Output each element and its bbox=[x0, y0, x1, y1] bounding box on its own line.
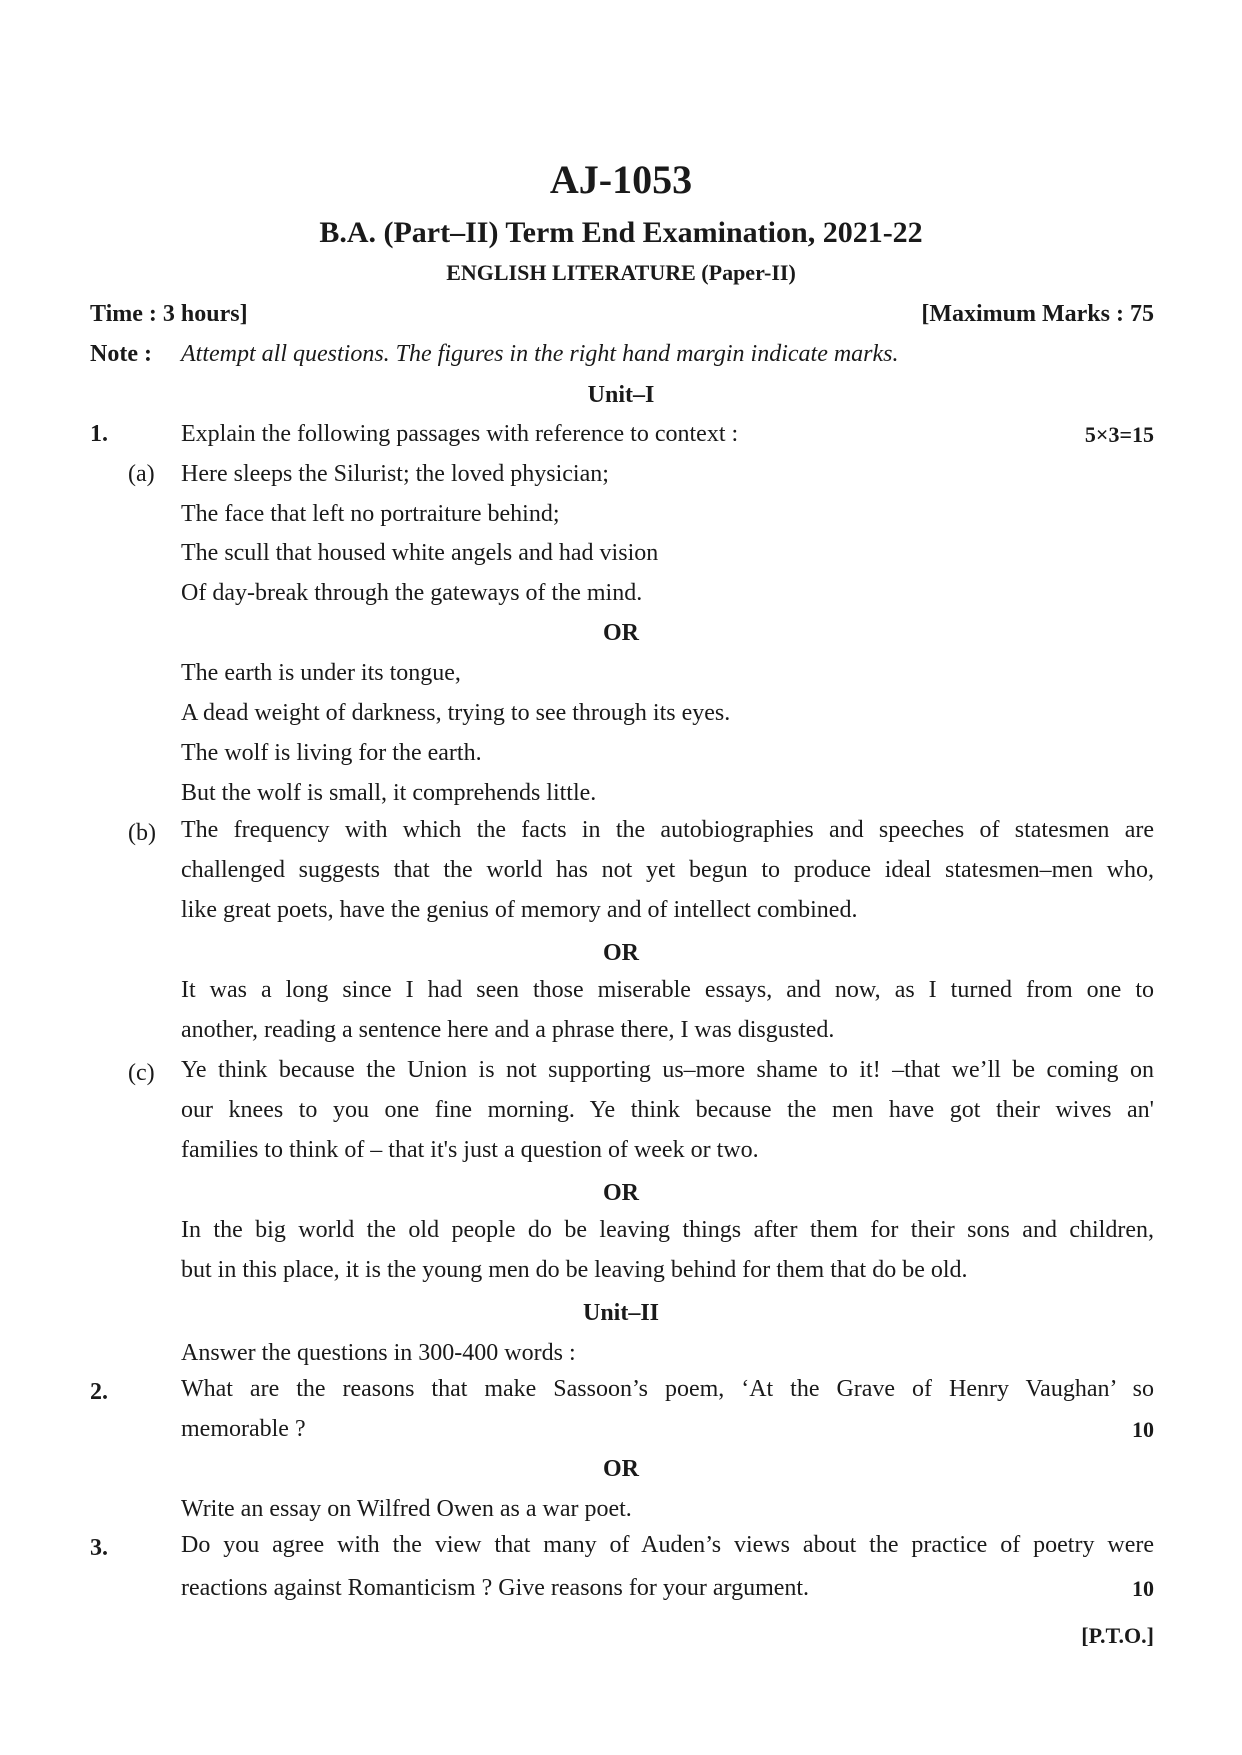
passage-line: A dead weight of darkness, trying to see through its eyes. bbox=[181, 700, 731, 726]
paper-title: ENGLISH LITERATURE (Paper-II) bbox=[446, 260, 796, 285]
question-2-line: What are the reasons that make Sassoon’s poem, ‘At the Grave of Henry Vaughan’ so bbox=[181, 1376, 1154, 1402]
passage-line: like great poets, have the genius of memory and of intellect combined. bbox=[181, 897, 858, 923]
passage-line: The earth is under its tongue, bbox=[181, 660, 461, 686]
question-2-line: memorable ? bbox=[181, 1416, 306, 1442]
passage-line: Ye think because the Union is not supporting us–more shame to it! –that we’ll be coming on bbox=[181, 1057, 1154, 1083]
passage-line: another, reading a sentence here and a phrase there, I was disgusted. bbox=[181, 1017, 835, 1043]
part-b-label: (b) bbox=[128, 820, 156, 846]
question-1-text: Explain the following passages with reference to context : bbox=[181, 421, 739, 447]
question-1-marks: 5×3=15 bbox=[1084, 422, 1154, 447]
or-divider: OR bbox=[603, 940, 639, 966]
passage-line: families to think of – that it's just a question of week or two. bbox=[181, 1137, 759, 1163]
passage-line: challenged suggests that the world has not yet begun to produce ideal statesmen–men who, bbox=[181, 857, 1154, 883]
passage-line: Of day-break through the gateways of the mind. bbox=[181, 580, 643, 606]
question-3-line: Do you agree with the view that many of Auden’s views about the practice of poetry were bbox=[181, 1532, 1154, 1558]
passage-line: The frequency with which the facts in the autobiographies and speeches of statesmen are bbox=[181, 817, 1154, 843]
or-divider: OR bbox=[603, 1180, 639, 1206]
passage-line: but in this place, it is the young men do be leaving behind for them that do be old. bbox=[181, 1257, 968, 1283]
part-a-label: (a) bbox=[128, 461, 155, 487]
passage-line: Here sleeps the Silurist; the loved physician; bbox=[181, 461, 609, 487]
passage-line: The wolf is living for the earth. bbox=[181, 740, 482, 766]
question-2-number: 2. bbox=[90, 1379, 108, 1405]
or-divider: OR bbox=[603, 1456, 639, 1482]
question-1-number: 1. bbox=[90, 421, 108, 447]
exam-title: B.A. (Part–II) Term End Examination, 2021-22 bbox=[319, 216, 923, 249]
passage-line: In the big world the old people do be leaving things after them for their sons and children, bbox=[181, 1217, 1154, 1243]
passage-line: It was a long since I had seen those miserable essays, and now, as I turned from one to bbox=[181, 977, 1154, 1003]
question-3-marks: 10 bbox=[1132, 1576, 1154, 1601]
part-c-label: (c) bbox=[128, 1060, 155, 1086]
passage-line: our knees to you one fine morning. Ye think because the men have got their wives an' bbox=[181, 1097, 1154, 1123]
unit-2-instruction: Answer the questions in 300-400 words : bbox=[181, 1340, 576, 1366]
question-2-alternative: Write an essay on Wilfred Owen as a war poet. bbox=[181, 1496, 632, 1522]
passage-line: But the wolf is small, it comprehends little. bbox=[181, 780, 597, 806]
maximum-marks: [Maximum Marks : 75 bbox=[921, 301, 1154, 327]
please-turn-over: [P.T.O.] bbox=[1081, 1623, 1154, 1648]
time-allowed: Time : 3 hours] bbox=[90, 301, 248, 327]
paper-code: AJ-1053 bbox=[549, 157, 693, 202]
question-3-line: reactions against Romanticism ? Give reasons for your argument. bbox=[181, 1575, 810, 1601]
note-label: Note : bbox=[90, 341, 152, 367]
note-text: Attempt all questions. The figures in the right hand margin indicate marks. bbox=[181, 341, 899, 367]
question-2-marks: 10 bbox=[1132, 1417, 1154, 1442]
unit-1-heading: Unit–I bbox=[587, 382, 655, 408]
question-3-number: 3. bbox=[90, 1535, 108, 1561]
unit-2-heading: Unit–II bbox=[582, 1300, 660, 1326]
passage-line: The scull that housed white angels and had vision bbox=[181, 540, 659, 566]
passage-line: The face that left no portraiture behind; bbox=[181, 501, 560, 527]
or-divider: OR bbox=[603, 620, 639, 646]
